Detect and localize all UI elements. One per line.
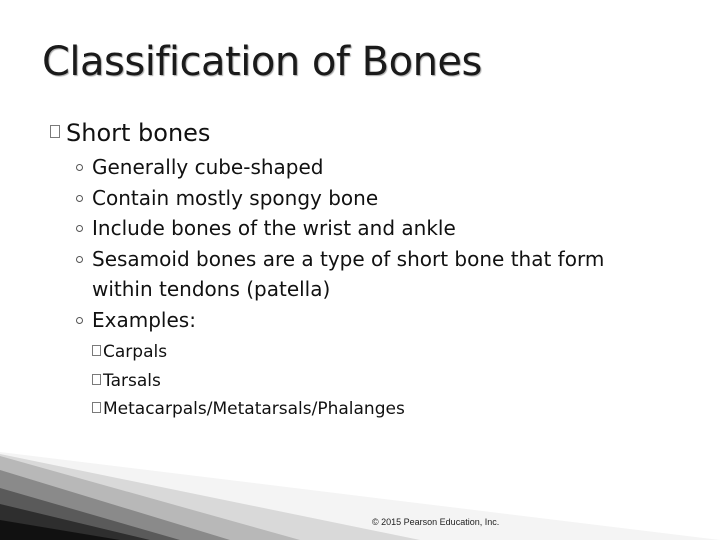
slide-title: Classification of Bones (42, 39, 482, 85)
sub-bullet-item (74, 244, 694, 305)
missing-glyph-bullet-icon (92, 345, 101, 356)
missing-glyph-bullet-icon (50, 125, 60, 138)
examples-label: Examples: (92, 307, 196, 332)
ring-bullet-icon (76, 164, 83, 171)
example-text: Metacarpals/Metatarsals/Phalanges (103, 399, 405, 419)
sub-bullet-text: Generally cube-shaped (92, 155, 324, 179)
section-heading: Short bones (66, 119, 211, 147)
sub-bullet-list (74, 152, 694, 335)
sub-bullet-text: Include bones of the wrist and ankle (92, 216, 456, 240)
ring-bullet-icon (76, 195, 83, 202)
examples-list (92, 338, 405, 424)
sub-bullet-item (74, 183, 694, 214)
ring-bullet-icon (76, 225, 83, 232)
section-heading-row (50, 118, 210, 152)
sub-bullet-item (74, 152, 694, 183)
example-item (92, 367, 405, 396)
example-item (92, 395, 405, 424)
ring-bullet-icon (76, 317, 83, 324)
sub-bullet-text-continued: within tendons (patella) (92, 277, 331, 301)
ring-bullet-icon (76, 256, 83, 263)
copyright-footer: © 2015 Pearson Education, Inc. (372, 517, 500, 527)
missing-glyph-bullet-icon (92, 374, 101, 385)
sub-bullet-text: Sesamoid bones are a type of short bone that form (92, 246, 605, 271)
decorative-corner-stripes (0, 440, 720, 540)
sub-bullet-item (74, 213, 694, 244)
sub-bullet-item-examples (74, 305, 694, 336)
example-text: Tarsals (103, 370, 161, 391)
missing-glyph-bullet-icon (92, 402, 101, 413)
example-item (92, 338, 405, 367)
sub-bullet-text: Contain mostly spongy bone (92, 185, 379, 210)
example-text: Carpals (103, 342, 168, 362)
